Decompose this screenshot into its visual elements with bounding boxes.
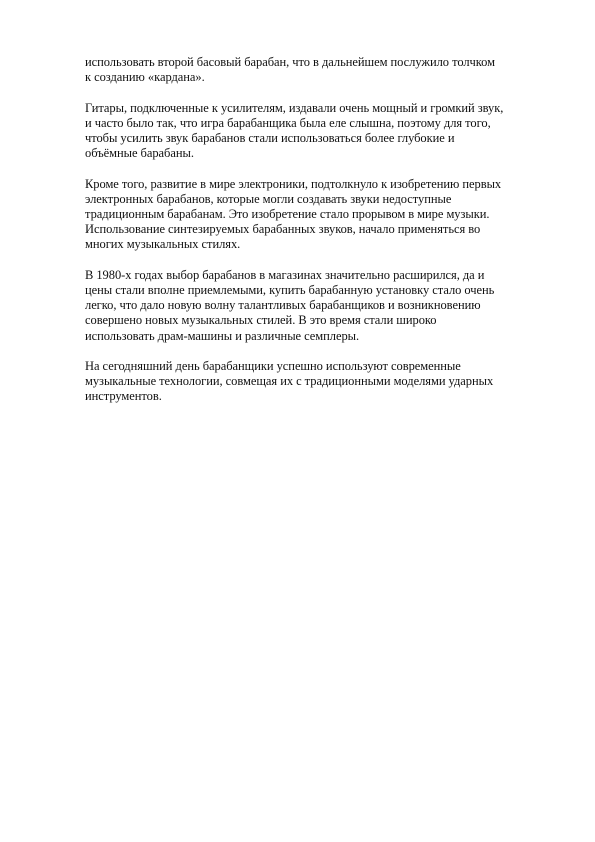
paragraph-4 <box>85 268 555 344</box>
text-line: многих музыкальных стилях. <box>85 237 241 252</box>
text-line: Гитары, подключенные к усилителям, издавали очень мощный и громкий звук, <box>85 100 504 115</box>
text-line: электронных барабанов, которые могли создавать звуки недоступные <box>85 191 452 206</box>
text-line: легко, что дало новую волну талантливых барабанщиков и возникновению <box>85 298 481 313</box>
text-line: использовать второй басовый барабан, что в дальнейшем послужило толчком <box>85 55 496 69</box>
text-line: и часто было так, что игра барабанщика была еле слышна, поэтому для того, <box>85 115 491 130</box>
text-line: использовать драм-машины и различные семплеры. <box>85 328 360 343</box>
text-line: цены стали вполне приемлемыми, купить барабанную установку стало очень <box>85 283 495 297</box>
text-line: Кроме того, развитие в мире электроники, подтолкнуло к изобретению первых <box>85 176 502 191</box>
paragraph-5 <box>85 359 555 405</box>
text-line: В 1980-х годах выбор барабанов в магазинах значительно расширился, да и <box>85 267 485 282</box>
text-line: Использование синтезируемых барабанных звуков, начало применяться во <box>85 222 481 237</box>
text-line: традиционным барабанам. Это изобретение стало прорывом в мире музыки. <box>85 207 490 221</box>
text-line: На сегодняшний день барабанщики успешно используют современные <box>85 359 461 373</box>
text-line: совершено новых музыкальных стилей. В это время стали широко <box>85 313 437 328</box>
text-line: к созданию «кардана». <box>85 70 205 85</box>
text-line: инструментов. <box>85 389 162 404</box>
document-body <box>85 55 555 420</box>
text-line: музыкальные технологии, совмещая их с традиционными моделями ударных <box>85 374 494 389</box>
paragraph-2 <box>85 101 555 162</box>
text-line: объёмные барабаны. <box>85 146 194 161</box>
text-line: чтобы усилить звук барабанов стали использоваться более глубокие и <box>85 131 455 145</box>
paragraph-1 <box>85 55 555 85</box>
paragraph-3 <box>85 177 555 253</box>
